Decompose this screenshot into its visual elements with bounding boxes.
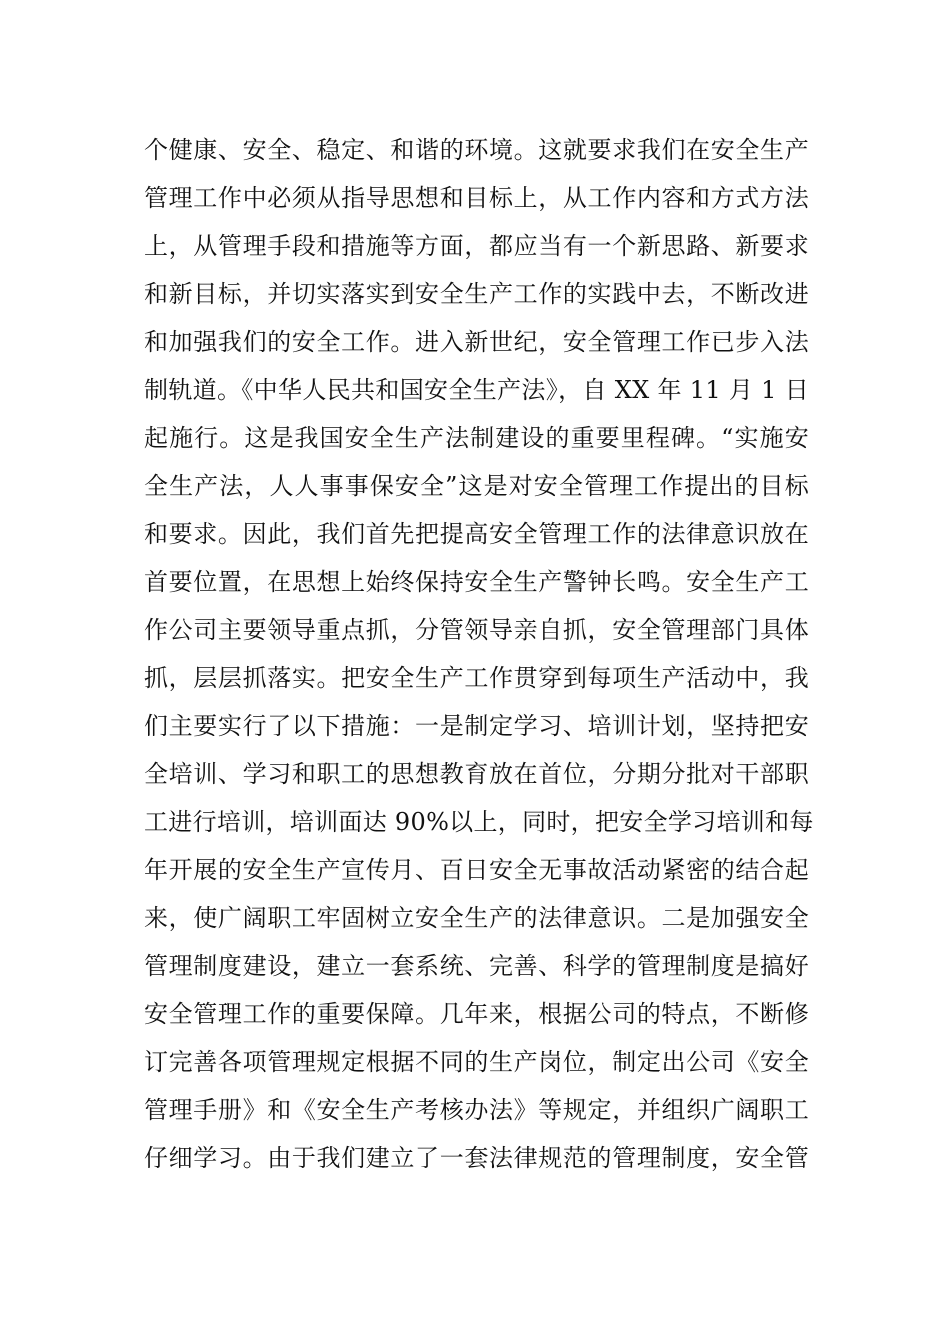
text-line-13: 们主要实行了以下措施：一是制定学习、培训计划，坚持把安 <box>144 712 809 740</box>
text-line-10: 首要位置，在思想上始终保持安全生产警钟长鸣。安全生产工 <box>144 568 809 596</box>
text-line-20: 订完善各项管理规定根据不同的生产岗位，制定出公司《安全 <box>144 1048 809 1076</box>
text-line-15: 工进行培训，培训面达 90%以上，同时，把安全学习培训和每 <box>144 808 814 836</box>
text-line-17: 来，使广阔职工牢固树立安全生产的法律意识。二是加强安全 <box>144 904 809 932</box>
text-line-8: 全生产法，人人事事保安全”这是对安全管理工作提出的目标 <box>144 472 809 500</box>
text-line-3: 上，从管理手段和措施等方面，都应当有一个新思路、新要求 <box>144 232 809 260</box>
text-line-2: 管理工作中必须从指导思想和目标上，从工作内容和方式方法 <box>144 184 809 212</box>
body-paragraph <box>144 126 814 1182</box>
text-line-12: 抓，层层抓落实。把安全生产工作贯穿到每项生产活动中，我 <box>144 664 809 692</box>
text-line-22: 仔细学习。由于我们建立了一套法律规范的管理制度，安全管 <box>144 1144 809 1172</box>
text-line-4: 和新目标，并切实落实到安全生产工作的实践中去，不断改进 <box>144 280 809 308</box>
text-line-1: 个健康、安全、稳定、和谐的环境。这就要求我们在安全生产 <box>144 136 809 164</box>
text-line-6: 制轨道。《中华人民共和国安全生产法》，自 XX 年 11 月 1 日 <box>144 376 809 404</box>
text-line-19: 安全管理工作的重要保障。几年来，根据公司的特点，不断修 <box>144 1000 809 1028</box>
text-line-18: 管理制度建设，建立一套系统、完善、科学的管理制度是搞好 <box>144 952 809 980</box>
text-line-11: 作公司主要领导重点抓，分管领导亲自抓，安全管理部门具体 <box>144 616 809 644</box>
text-line-14: 全培训、学习和职工的思想教育放在首位，分期分批对干部职 <box>144 760 809 788</box>
text-line-5: 和加强我们的安全工作。进入新世纪，安全管理工作已步入法 <box>144 328 809 356</box>
text-line-16: 年开展的安全生产宣传月、百日安全无事故活动紧密的结合起 <box>144 856 809 884</box>
text-line-21: 管理手册》和《安全生产考核办法》等规定，并组织广阔职工 <box>144 1096 809 1124</box>
text-line-9: 和要求。因此，我们首先把提高安全管理工作的法律意识放在 <box>144 520 809 548</box>
text-line-7: 起施行。这是我国安全生产法制建设的重要里程碑。“实施安 <box>144 424 809 452</box>
